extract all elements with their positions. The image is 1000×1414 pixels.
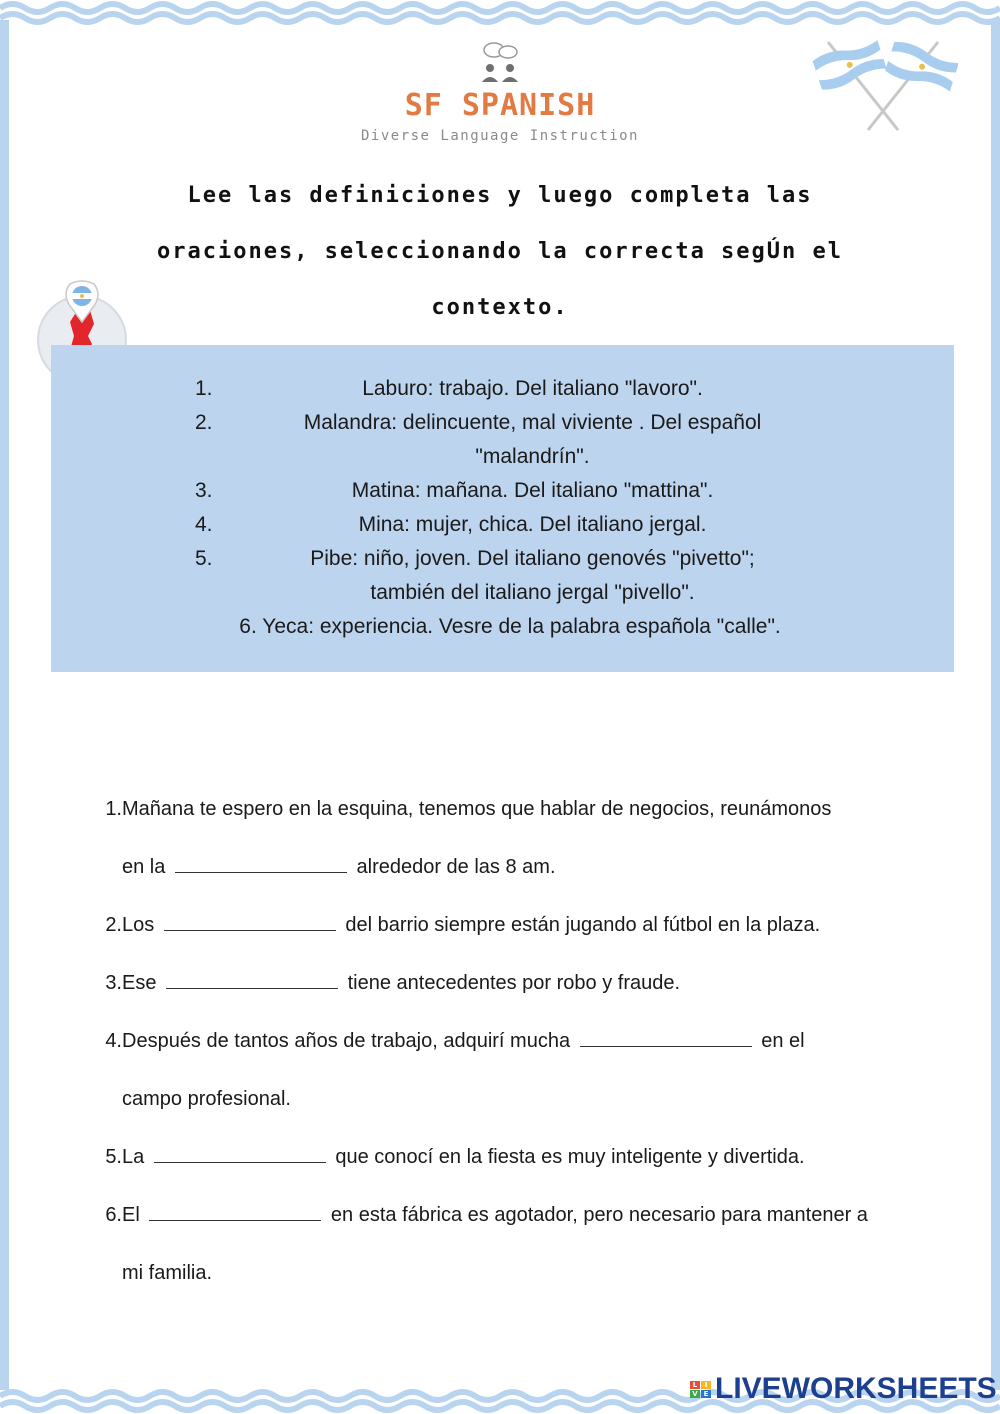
definition-item (195, 474, 825, 508)
question-text-part: del barrio siempre están jugando al fútbol en la plaza. (345, 914, 821, 936)
definition-text: Matina: mañana. Del italiano "mattina". (351, 479, 714, 502)
answer-blank[interactable] (580, 1026, 752, 1047)
logo-letter: V (690, 1390, 700, 1398)
definition-item (195, 542, 825, 610)
question-text-part: en esta fábrica es agotador, pero necesario para mantener a (330, 1204, 868, 1226)
question-number: 2. (105, 914, 122, 936)
question-item (96, 1128, 936, 1186)
definition-number: 2. (195, 411, 213, 434)
left-border (0, 20, 9, 1390)
question-text-part: Los (122, 914, 155, 936)
logo-subtitle: Diverse Language Instruction (360, 128, 639, 144)
question-text-part: campo profesional. (122, 1088, 291, 1110)
answer-blank[interactable] (149, 1200, 321, 1221)
definition-number: 5. (195, 547, 213, 570)
logo-title: SF SPANISH (404, 88, 596, 123)
liveworksheets-logo-icon (690, 1381, 711, 1398)
question-item (96, 780, 936, 896)
right-border (991, 20, 1000, 1390)
definition-line: "malandrín". (475, 445, 590, 468)
instructions-line: oraciones, seleccionando la correcta segÚn el (156, 239, 844, 264)
definition-line: Yeca: experiencia. Vesre de la palabra española "calle". (262, 615, 781, 638)
definition-text (195, 610, 825, 644)
question-number: 1. (105, 798, 122, 820)
question-text-part: La (122, 1146, 145, 1168)
sf-spanish-logo (360, 40, 640, 150)
question-text-part: Después de tantos años de trabajo, adquirí mucha (122, 1030, 571, 1052)
speech-people-icon (470, 40, 530, 84)
question-text-part: mi familia. (122, 1262, 213, 1284)
definition-item (195, 372, 825, 406)
liveworksheets-text: LIVEWORKSHEETS (715, 1372, 997, 1405)
answer-blank[interactable] (164, 910, 336, 931)
liveworksheets-brand[interactable] (690, 1372, 997, 1406)
answer-blank[interactable] (154, 1142, 326, 1163)
definition-number: 6. (239, 615, 257, 638)
question-text-part: El (122, 1204, 140, 1226)
top-wave-border (0, 0, 1000, 26)
crossed-argentina-flags-icon (808, 32, 958, 132)
logo-letter: L (690, 1381, 700, 1389)
instructions-line: Lee las definiciones y luego completa las (187, 183, 813, 208)
definition-line: Pibe: niño, joven. Del italiano genovés "pivetto"; (310, 547, 755, 570)
answer-blank[interactable] (166, 968, 338, 989)
definition-line: Malandra: delincuente, mal viviente . Del español (303, 411, 762, 434)
question-text-part: Mañana te espero en la esquina, tenemos que hablar de negocios, reunámonos (122, 798, 832, 820)
definition-line: también del italiano jergal "pivello". (370, 581, 695, 604)
definitions-list (195, 372, 825, 644)
question-text-part: Ese (122, 972, 157, 994)
definition-item (195, 406, 825, 474)
question-text (122, 954, 936, 1012)
question-item (96, 954, 936, 1012)
question-text (122, 896, 936, 954)
questions-list (96, 780, 936, 1302)
definition-number: 3. (195, 479, 213, 502)
logo-letter: E (701, 1390, 711, 1398)
question-text (122, 1186, 936, 1302)
instructions (100, 168, 900, 336)
question-text-part: en el (761, 1030, 805, 1052)
definition-text: Laburo: trabajo. Del italiano "lavoro". (362, 377, 703, 400)
definition-text (240, 542, 825, 610)
question-text-part: que conocí en la fiesta es muy inteligente y divertida. (335, 1146, 805, 1168)
question-item (96, 1186, 936, 1302)
answer-blank[interactable] (175, 852, 347, 873)
definition-number: 4. (195, 513, 213, 536)
question-item (96, 896, 936, 954)
question-item (96, 1012, 936, 1128)
definition-number: 1. (195, 377, 213, 400)
question-text-part: alrededor de las 8 am. (356, 856, 556, 878)
definition-item (195, 610, 825, 644)
question-text (122, 1128, 936, 1186)
instructions-line: contexto. (431, 295, 569, 320)
question-text (122, 1012, 936, 1128)
question-number: 5. (105, 1146, 122, 1168)
question-number: 3. (105, 972, 122, 994)
question-number: 6. (105, 1204, 122, 1226)
definition-item (195, 508, 825, 542)
definition-text: Mina: mujer, chica. Del italiano jergal. (358, 513, 707, 536)
question-text (122, 780, 936, 896)
question-text-part: tiene antecedentes por robo y fraude. (347, 972, 681, 994)
question-number: 4. (105, 1030, 122, 1052)
question-text-part: en la (122, 856, 166, 878)
logo-letter: I (701, 1381, 711, 1389)
definition-text (240, 406, 825, 474)
